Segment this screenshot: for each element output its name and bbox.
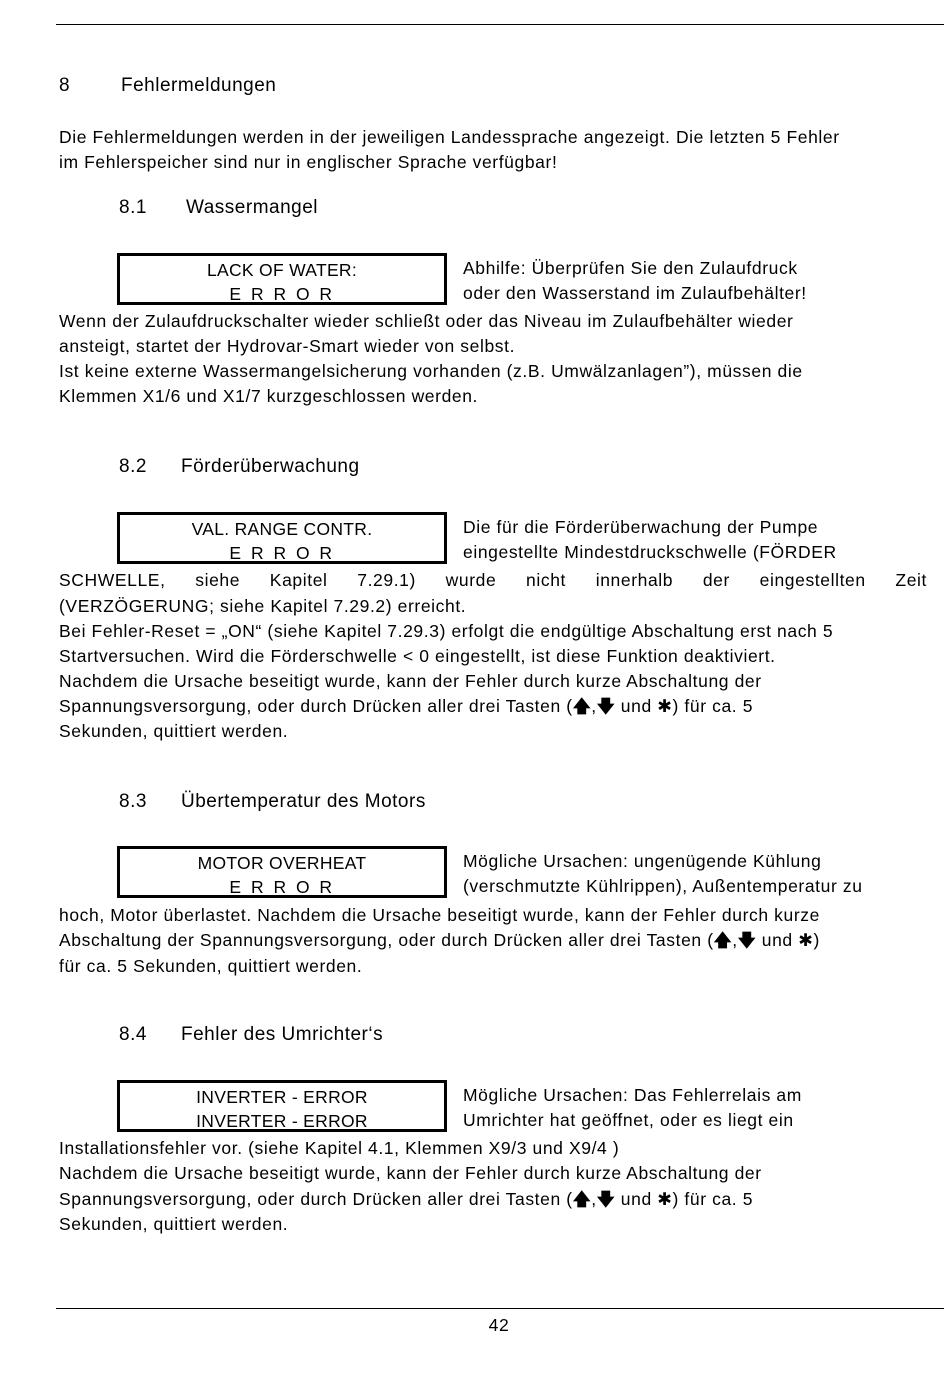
paragraph-line: hoch, Motor überlastet. Nachdem die Ursache beseitigt wurde, kann der Fehler durch kurze: [59, 905, 820, 925]
subsection-number-8-1: 8.1: [119, 197, 147, 218]
display-box-inverter-error: [117, 1080, 447, 1132]
side-text-1: Abhilfe: Überprüfen Sie den Zulaufdruck: [463, 258, 798, 278]
footer-rule: [56, 1308, 944, 1309]
paragraph-line-keys: Spannungsversorgung, oder durch Drücken aller drei Tasten (🡅,🡇 und ✱) für ca. 5: [59, 696, 754, 716]
paragraph-line: Installationsfehler vor. (siehe Kapitel 4.1, Klemmen X9/3 und X9/4 ): [59, 1138, 620, 1158]
subsection-number-8-3: 8.3: [119, 791, 147, 812]
header-rule: [56, 24, 944, 25]
arrow-up-icon: 🡅: [572, 1189, 592, 1209]
paragraph-line: Klemmen X1/6 und X1/7 kurzgeschlossen werden.: [59, 386, 479, 406]
side-text-2: eingestellte Mindestdruckschwelle (FÖRDER: [463, 542, 837, 562]
paragraph-line: Startversuchen. Wird die Förderschwelle < 0 eingestellt, ist diese Funktion deaktiviert.: [59, 646, 776, 666]
display-line-1: MOTOR OVERHEAT: [197, 853, 367, 873]
subsection-title-foerderueberwachung: Förderüberwachung: [181, 456, 360, 477]
paragraph-line: für ca. 5 Sekunden, quittiert werden.: [59, 956, 363, 976]
subsection-number-8-4: 8.4: [119, 1024, 147, 1045]
paragraph-line-keys: Spannungsversorgung, oder durch Drücken aller drei Tasten (🡅,🡇 und ✱) für ca. 5: [59, 1189, 754, 1209]
asterisk-icon: ✱: [798, 930, 814, 950]
subsection-title-uebertemperatur: Übertemperatur des Motors: [181, 791, 426, 812]
display-line-2: INVERTER - ERROR: [196, 1111, 368, 1131]
asterisk-icon: ✱: [657, 696, 673, 716]
paragraph-line: Nachdem die Ursache beseitigt wurde, kann der Fehler durch kurze Abschaltung der: [59, 671, 762, 691]
arrow-up-icon: 🡅: [572, 696, 592, 716]
side-text-1: Mögliche Ursachen: ungenügende Kühlung: [463, 851, 822, 871]
intro-line-2: im Fehlerspeicher sind nur in englischer Sprache verfügbar!: [59, 152, 558, 172]
paragraph-line-keys: Abschaltung der Spannungsversorgung, oder durch Drücken aller drei Tasten (🡅,🡇 und ✱): [59, 930, 820, 950]
side-text-1: Mögliche Ursachen: Das Fehlerrelais am: [463, 1085, 802, 1105]
subsection-title-wassermangel: Wassermangel: [186, 197, 319, 218]
arrow-down-icon: 🡇: [596, 696, 616, 716]
side-text-2: Umrichter hat geöffnet, oder es liegt ein: [463, 1110, 794, 1130]
display-line-2: E R R O R: [229, 284, 335, 304]
display-box-motor-overheat: [117, 846, 447, 898]
display-line-1: VAL. RANGE CONTR.: [191, 519, 373, 539]
display-line-2: E R R O R: [229, 877, 335, 897]
paragraph-line: ansteigt, startet der Hydrovar-Smart wieder von selbst.: [59, 336, 516, 356]
page-number: 42: [488, 1315, 510, 1335]
arrow-down-icon: 🡇: [737, 930, 757, 950]
section-number: 8: [59, 75, 71, 96]
display-line-2: E R R O R: [229, 543, 335, 563]
display-box-lack-of-water: [117, 253, 447, 305]
subsection-number-8-2: 8.2: [119, 456, 147, 477]
paragraph-line: Bei Fehler-Reset = „ON“ (siehe Kapitel 7.29.3) erfolgt die endgültige Abschaltung erst nach 5: [59, 621, 834, 641]
section-title: Fehlermeldungen: [121, 75, 277, 96]
subsection-title-fehler-umrichter: Fehler des Umrichter‘s: [181, 1024, 384, 1045]
asterisk-icon: ✱: [657, 1189, 673, 1209]
justified-line: SCHWELLE, siehe Kapitel 7.29.1) wurde nicht innerhalb der eingestellten Zeit: [59, 570, 927, 590]
side-text-2: oder den Wasserstand im Zulaufbehälter!: [463, 283, 807, 303]
paragraph-line: Sekunden, quittiert werden.: [59, 721, 289, 741]
display-line-1: LACK OF WATER:: [206, 260, 358, 280]
side-text-2: (verschmutzte Kühlrippen), Außentemperatur zu: [463, 876, 863, 896]
intro-line-1: Die Fehlermeldungen werden in der jeweiligen Landessprache angezeigt. Die letzten 5 Fehler: [59, 127, 840, 147]
paragraph-line: Nachdem die Ursache beseitigt wurde, kann der Fehler durch kurze Abschaltung der: [59, 1163, 762, 1183]
paragraph-line: Wenn der Zulaufdruckschalter wieder schließt oder das Niveau im Zulaufbehälter wieder: [59, 311, 794, 331]
arrow-up-icon: 🡅: [713, 930, 733, 950]
paragraph-line: Ist keine externe Wassermangelsicherung vorhanden (z.B. Umwälzanlagen”), müssen die: [59, 361, 803, 381]
paragraph-line: Sekunden, quittiert werden.: [59, 1214, 289, 1234]
side-text-1: Die für die Förderüberwachung der Pumpe: [463, 517, 819, 537]
display-line-1: INVERTER - ERROR: [196, 1087, 368, 1107]
display-box-val-range-contr: [117, 512, 447, 564]
arrow-down-icon: 🡇: [596, 1189, 616, 1209]
paragraph-line: (VERZÖGERUNG; siehe Kapitel 7.29.2) erreicht.: [59, 596, 467, 616]
